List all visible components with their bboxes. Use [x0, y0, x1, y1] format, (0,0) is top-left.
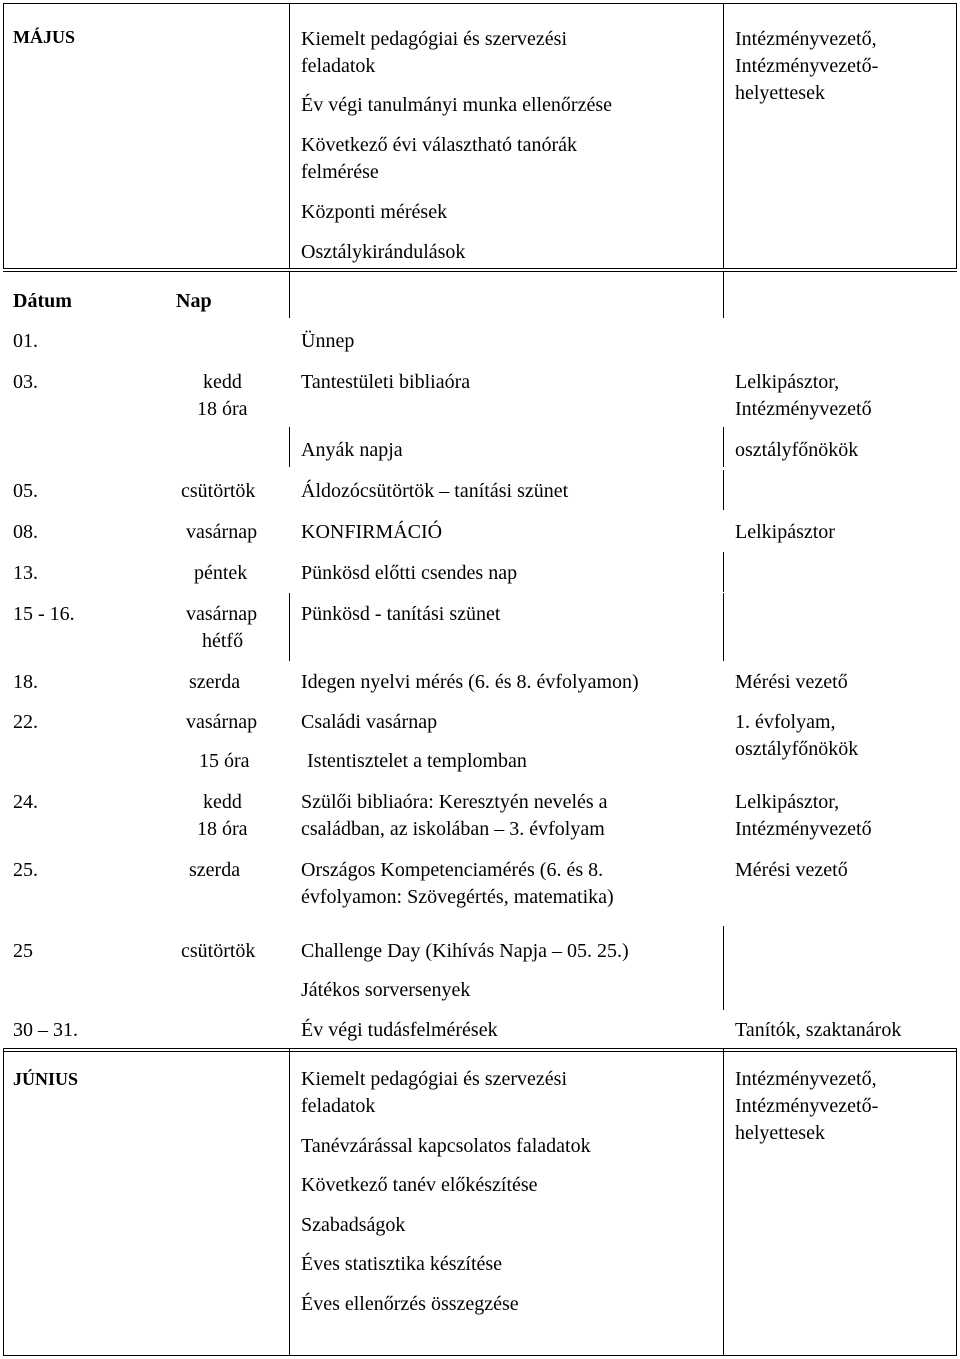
row-event: Pünkösd - tanítási szünet — [301, 603, 501, 625]
row-date: 03. — [13, 371, 38, 393]
row-responsible: osztályfőnökök — [735, 738, 859, 760]
row-date: 18. — [13, 671, 38, 693]
task-item: Éves ellenőrzés összegzése — [301, 1293, 519, 1315]
row-day: szerda — [189, 671, 241, 693]
row-responsible: Lelkipásztor, — [735, 791, 840, 813]
row-event: Áldozócsütörtök – tanítási szünet — [301, 480, 569, 502]
row-date: 01. — [13, 330, 38, 352]
row-date: 25 — [13, 940, 33, 962]
row-event: Játékos sorversenyek — [301, 979, 471, 1001]
row-date: 05. — [13, 480, 38, 502]
task-item: Tanévzárással kapcsolatos faladatok — [301, 1135, 591, 1157]
row-date: 13. — [13, 562, 38, 584]
row-responsible: osztályfőnökök — [735, 439, 859, 461]
row-responsible: Intézményvezető — [735, 818, 872, 840]
tasks-header-line-2: feladatok — [301, 1095, 376, 1117]
row-day: vasárnap — [186, 711, 258, 733]
table-border-left — [3, 1048, 4, 1356]
row-event: Anyák napja — [301, 439, 403, 461]
row-date: 24. — [13, 791, 38, 813]
row-event: KONFIRMÁCIÓ — [301, 521, 443, 543]
row-event: Családi vasárnap — [301, 711, 438, 733]
column-divider — [289, 427, 290, 467]
row-day: vasárnap — [186, 521, 258, 543]
column-divider — [723, 470, 724, 510]
table-border-top — [3, 3, 957, 4]
column-divider — [289, 593, 290, 661]
section-divider-double — [3, 1048, 957, 1052]
responsible-line-2: Intézményvezető- — [735, 1095, 879, 1117]
column-divider — [723, 593, 724, 661]
row-day: péntek — [194, 562, 248, 584]
tasks-header-line-1: Kiemelt pedagógiai és szervezési — [301, 1068, 567, 1090]
row-day: kedd — [203, 371, 242, 393]
column-divider — [723, 3, 724, 268]
column-divider — [723, 272, 724, 318]
column-divider — [723, 1048, 724, 1356]
row-responsible: Mérési vezető — [735, 859, 848, 881]
responsible-line-3: helyettesek — [735, 1122, 825, 1144]
row-day: szerda — [189, 859, 241, 881]
table-border-left — [3, 3, 4, 268]
row-date: 25. — [13, 859, 38, 881]
responsible-line-2: Intézményvezető- — [735, 55, 879, 77]
row-event: Szülői bibliaóra: Keresztyén nevelés a — [301, 791, 608, 813]
row-event: Év végi tudásfelmérések — [301, 1019, 498, 1041]
column-divider — [289, 1048, 290, 1356]
row-event: Challenge Day (Kihívás Napja – 05. 25.) — [301, 940, 629, 962]
task-item: Központi mérések — [301, 201, 448, 223]
task-item: Éves statisztika készítése — [301, 1253, 503, 1275]
row-responsible: Intézményvezető — [735, 398, 872, 420]
column-divider — [723, 926, 724, 1010]
row-event: évfolyamon: Szövegértés, matematika) — [301, 886, 614, 908]
column-divider — [723, 427, 724, 467]
row-date: 30 – 31. — [13, 1019, 78, 1041]
column-header-day: Nap — [176, 290, 212, 312]
row-day: kedd — [203, 791, 242, 813]
row-day: csütörtök — [181, 940, 256, 962]
row-responsible: 1. évfolyam, — [735, 711, 836, 733]
row-date: 22. — [13, 711, 38, 733]
responsible-line-1: Intézményvezető, — [735, 1068, 877, 1090]
column-divider — [289, 272, 290, 318]
row-event: Ünnep — [301, 330, 355, 352]
row-responsible: Lelkipásztor — [735, 521, 835, 543]
table-border-right — [956, 3, 957, 268]
row-responsible: Tanítók, szaktanárok — [735, 1019, 902, 1041]
row-time: 18 óra — [197, 398, 248, 420]
row-time: 18 óra — [197, 818, 248, 840]
table-border-right — [956, 1048, 957, 1356]
task-item: Osztálykirándulások — [301, 241, 466, 263]
column-divider — [723, 552, 724, 592]
row-responsible: Lelkipásztor, — [735, 371, 840, 393]
row-event: családban, az iskolában – 3. évfolyam — [301, 818, 605, 840]
row-date: 08. — [13, 521, 38, 543]
row-event: Idegen nyelvi mérés (6. és 8. évfolyamon) — [301, 671, 639, 693]
responsible-line-3: helyettesek — [735, 82, 825, 104]
month-label-june: JÚNIUS — [13, 1069, 79, 1089]
responsible-line-1: Intézményvezető, — [735, 28, 877, 50]
row-event: Pünkösd előtti csendes nap — [301, 562, 518, 584]
row-time: 15 óra — [199, 750, 250, 772]
row-event: Istentisztelet a templomban — [307, 750, 527, 772]
task-item: Következő évi választható tanórák — [301, 134, 577, 156]
row-day: vasárnap — [186, 603, 258, 625]
row-responsible: Mérési vezető — [735, 671, 848, 693]
table-border-bottom — [3, 1355, 957, 1356]
task-item: Szabadságok — [301, 1214, 406, 1236]
column-header-date: Dátum — [13, 290, 72, 312]
row-event: Tantestületi bibliaóra — [301, 371, 471, 393]
task-item: Év végi tanulmányi munka ellenőrzése — [301, 94, 613, 116]
task-item: Következő tanév előkészítése — [301, 1174, 538, 1196]
section-divider-double — [3, 268, 957, 272]
column-divider — [289, 3, 290, 268]
task-item: felmérése — [301, 161, 379, 183]
tasks-header-line-1: Kiemelt pedagógiai és szervezési — [301, 28, 567, 50]
tasks-header-line-2: feladatok — [301, 55, 376, 77]
row-event: Országos Kompetenciamérés (6. és 8. — [301, 859, 604, 881]
row-day: csütörtök — [181, 480, 256, 502]
row-date: 15 - 16. — [13, 603, 75, 625]
row-day: hétfő — [202, 630, 244, 652]
month-label-may: MÁJUS — [13, 27, 75, 47]
